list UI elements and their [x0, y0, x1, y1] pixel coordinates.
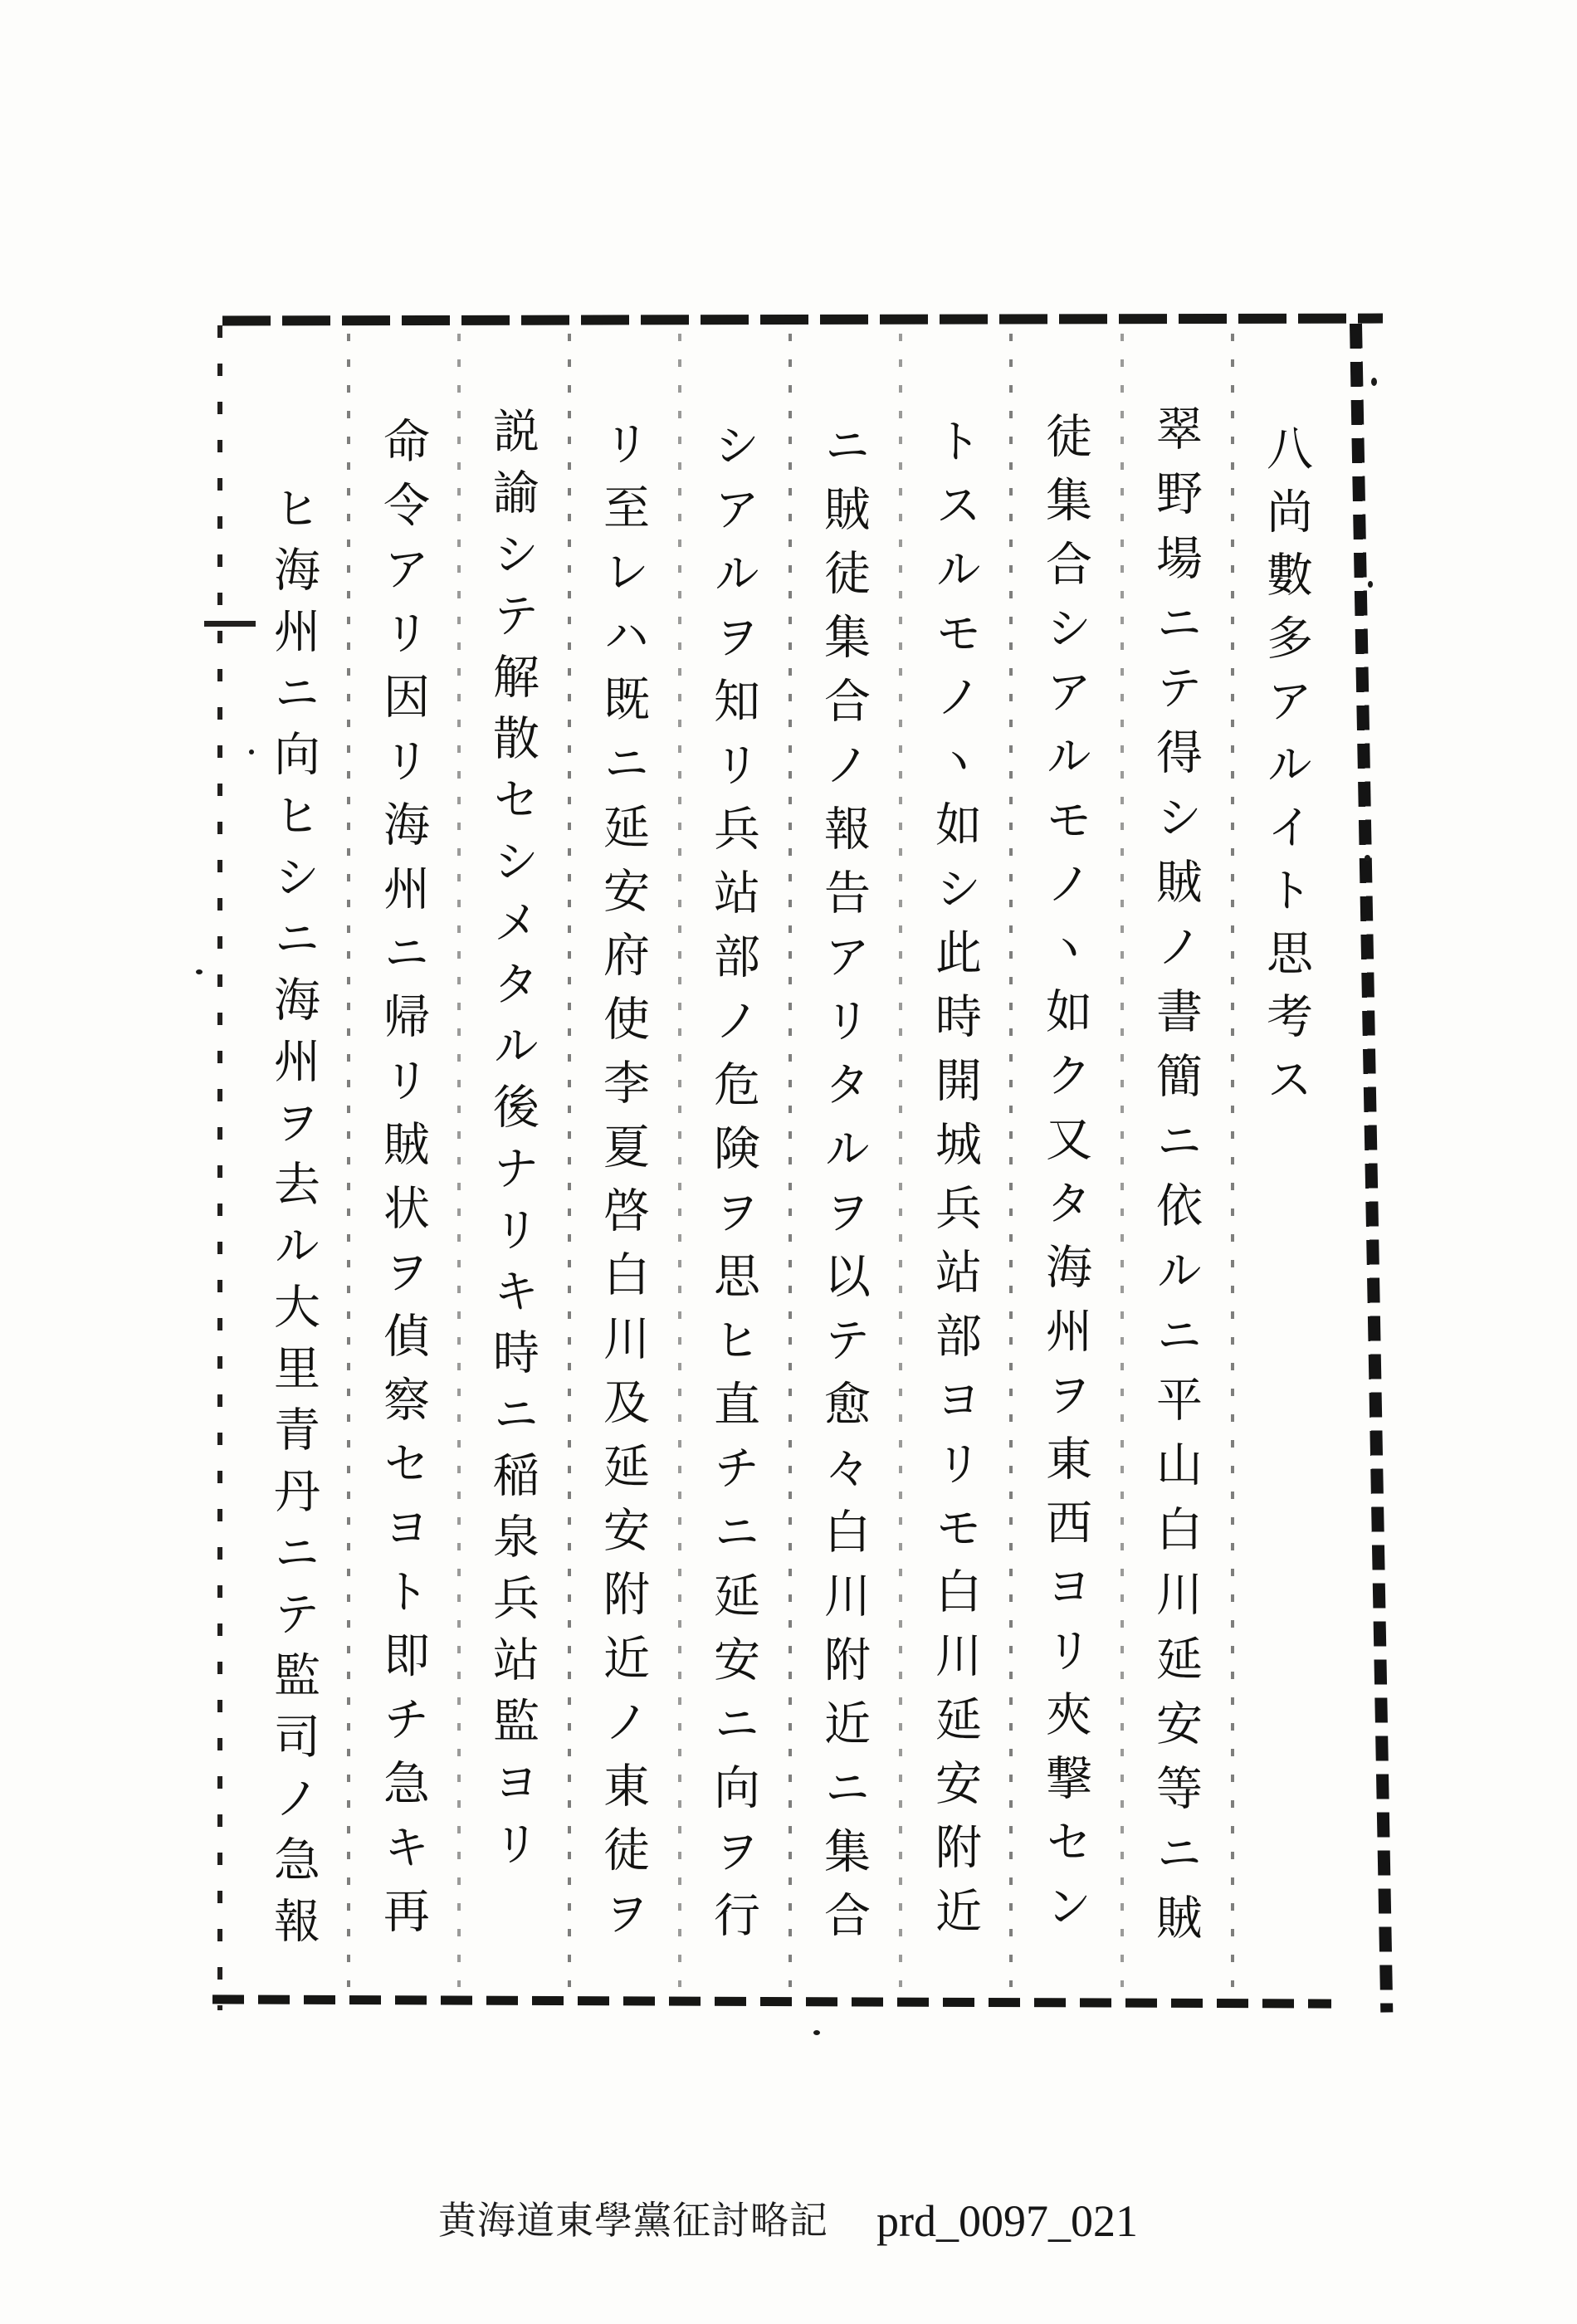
ink-speck: [1365, 855, 1370, 861]
page-border-bottom: [212, 1994, 1331, 2008]
column-separator: [1120, 334, 1124, 1987]
ink-speck: [1368, 581, 1373, 588]
manuscript-column-1: 八尚數多アルイト思考ス: [1259, 424, 1313, 1118]
caption-page-id: prd_0097_021: [876, 2196, 1138, 2246]
ink-speck: [813, 2030, 820, 2035]
ink-speck: [249, 749, 254, 754]
manuscript-column-2: 翠野場ニテ得シ賊ノ書簡ニ依ルニ平山白川延安等ニ賊: [1149, 404, 1203, 1958]
manuscript-column-8: 説諭シテ解散セシメタル後ナリキ時ニ稲泉兵站監ヨリ: [486, 407, 540, 1881]
margin-dash-mark: [204, 621, 256, 627]
column-separator: [1231, 334, 1234, 1987]
ink-speck: [196, 969, 203, 974]
ink-speck: [1371, 378, 1377, 386]
manuscript-column-7: リ至レハ既ニ延安府使李夏啓白川及延安附近ノ東徒ヲ: [596, 419, 650, 1953]
column-separator: [347, 334, 350, 1987]
column-separator: [678, 334, 681, 1987]
manuscript-column-9: 命令アリ因リ海州ニ帰リ賊状ヲ偵察セヨト即チ急キ再: [376, 417, 430, 1950]
manuscript-column-4: トスルモノヽ如シ此時開城兵站部ヨリモ白川延安附近: [928, 417, 982, 1950]
column-separator: [788, 334, 792, 1987]
column-separator: [1009, 334, 1013, 1987]
column-separator: [457, 334, 461, 1987]
column-separator: [568, 334, 571, 1987]
page-border-top: [222, 314, 1383, 326]
manuscript-column-6: シアルヲ知リ兵站部ノ危険ヲ思ヒ直チニ延安ニ向ヲ行: [706, 421, 760, 1955]
column-separator: [899, 334, 902, 1987]
manuscript-column-3: 徒集合シアルモノヽ如ク又タ海州ヲ東西ヨリ夾撃セン: [1038, 412, 1092, 1946]
caption-title: 黄海道東學黨征討略記: [438, 2200, 828, 2242]
page-border-right: [1350, 324, 1393, 2013]
manuscript-column-10: ヒ海州ニ向ヒシニ海州ヲ去ル大里青丹ニテ監司ノ急報: [266, 484, 320, 1958]
manuscript-column-5: ニ賊徒集合ノ報告アリタルヲ以テ愈々白川附近ニ集合: [817, 421, 871, 1955]
page-border-left: [217, 325, 222, 2010]
